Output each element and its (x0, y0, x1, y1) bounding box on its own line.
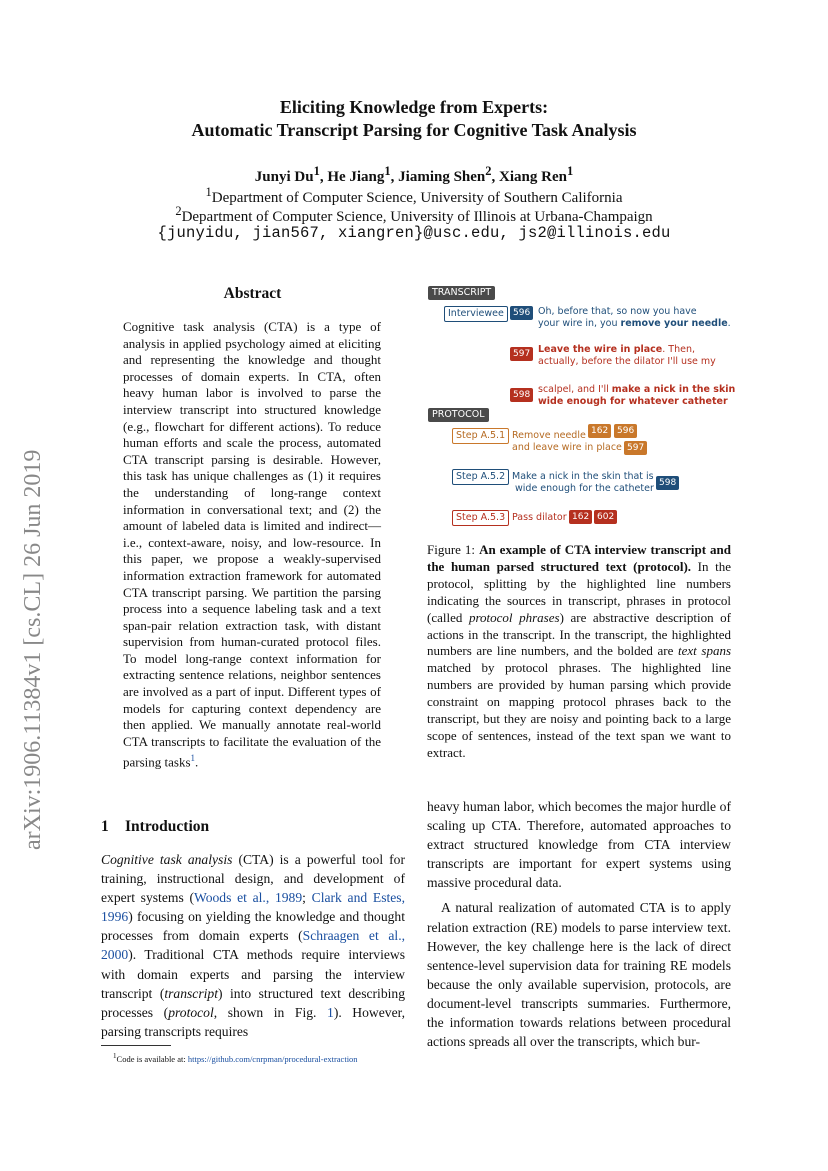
protocol-label: PROTOCOL (428, 408, 489, 422)
paragraph: heavy human labor, which becomes the major hurdle of scaling up CTA. Therefore, automated approaches to extract structured knowledge from CTA interview transcripts are important for expert systems using massive procedural data. (427, 799, 731, 891)
line-number-badge: 598 (656, 476, 679, 490)
footnote: $^1$Code is available at: https://github.com/cnrpman/procedural-extraction (113, 1052, 358, 1064)
paragraph: A natural realization of automated CTA is to apply relation extraction (RE) models to parse interview text. However, the key challenge here is the lack of direct sentence-level supervision data for training RE models because the only available supervision, protocols, are document-level transcripts summaries. Furthermore, the information towards relations between procedural actions spreads all over the transcripts, which bur- (427, 900, 731, 1050)
step-label: Step A.5.3 (452, 510, 509, 526)
citation-link[interactable]: Clark and Estes, 1996 (101, 890, 405, 925)
footnote-ref[interactable]: 1 (190, 753, 196, 764)
line-number-badge: 597 (624, 441, 647, 455)
figure-ref-link[interactable]: 1 (327, 1004, 334, 1020)
figure-caption: Figure 1: An example of CTA interview transcript and the human parsed structured text (protocol). In the protocol, splitting by the highlighted line numbers indicating the sources in transcript, phrases in protocol (called protocol phrases) are abstractive description of actions in the transcript. In the transcript, the highlighted numbers are line numbers, and the bolded are text spans matched by protocol phrases. The highlighted line numbers are provided by human parsing which provide constraint on mapping protocol phrases back to the transcript, but they are noisy and pointing back to a large scope of sentences, instead of the text span we want to extract. (427, 542, 732, 760)
protocol-phrase: Remove needle and leave wire in place (512, 430, 622, 453)
section-heading-introduction: 1 Introduction (101, 818, 210, 835)
author: Xiang Ren$^1$ (499, 164, 574, 185)
line-number-badge: 596 (510, 306, 533, 320)
abstract-text: Cognitive task analysis (CTA) is a type of analysis in applied psychology aimed at eliciting and representing the knowledge and thought processes of domain experts. In CTA, often heavy human labor is involved to parse the interview transcript into structured knowledge (e.g., flowchart for different actions). To reduce human efforts and scale the process, automated CTA transcript parsing is desirable. However, this task has unique challenges as (1) it requires the understanding of long-range context information in conversational text; and (2) the amount of labeled data is limited and indirect—i.e., context-aware, noisy, and low-resource. In this paper, we propose a weakly-supervised information extraction framework for automated CTA transcript parsing. We partition the parsing process into a sequence labeling task and a text span-pair relation extraction task, with distant supervision from human-curated protocol files. To model long-range context information for extracting sentence relations, neighbor sentences are involved as a part of input. Different types of models for capturing context dependency are then applied. We manually annotate real-world CTA transcripts to facilitate the evaluation of the parsing tasks$^1$. (123, 319, 381, 770)
footnote-rule (101, 1045, 171, 1046)
code-url-link[interactable]: https://github.com/cnrpman/procedural-extraction (187, 1053, 358, 1064)
line-number-badge: 162 (569, 510, 592, 524)
citation-link[interactable]: Woods et al., 1989 (193, 890, 303, 906)
affiliation-2: $^2$Department of Computer Science, University of Illinois at Urbana-Champaign (175, 204, 653, 225)
line-number-badge: 596 (614, 424, 637, 438)
author: Jiaming Shen$^2$ (398, 164, 492, 185)
citation-link[interactable]: Schraagen et al., 2000 (101, 928, 405, 963)
arxiv-id: arXiv:1906.11384v1 [cs.CL] 26 Jun 2019 (20, 449, 46, 850)
transcript-label: TRANSCRIPT (428, 286, 495, 300)
paper-title: Eliciting Knowledge from Experts: Automatic Transcript Parsing for Cognitive Task Analysis (191, 97, 637, 140)
protocol-phrase: Make a nick in the skin that is wide enough for the catheter (512, 471, 654, 494)
author-emails: {junyidu, jian567, xiangren}@usc.edu, js2@illinois.edu (157, 224, 671, 242)
protocol-phrase: Pass dilator (512, 512, 567, 523)
paragraph: Cognitive task analysis (CTA) is a powerful tool for training, instructional design, and development of expert systems (Woods et al., 1989; Clark and Estes, 1996) focusing on yielding the knowledge and thought processes from domain experts (Schraagen et al., 2000). Traditional CTA methods require interviews with domain experts and parsing the interview transcript (transcript) into structured text describing processes (protocol, shown in Fig. 1). However, parsing transcripts requires (101, 852, 405, 1039)
line-number-badge: 602 (594, 510, 617, 524)
arxiv-sidebar (14, 370, 46, 850)
line-number-badge: 162 (588, 424, 611, 438)
transcript-line: Oh, before that, so now you have your wire in, you remove your needle. (538, 306, 731, 329)
intro-right-column (427, 797, 731, 1051)
author: Junyi Du$^1$ (254, 164, 320, 185)
line-number-badge: 598 (510, 388, 533, 402)
interviewee-label: Interviewee (444, 306, 508, 322)
transcript-line: scalpel, and I'll make a nick in the skin wide enough for whatever catheter (538, 384, 736, 407)
step-label: Step A.5.1 (452, 428, 509, 444)
affiliation-1: $^1$Department of Computer Science, University of Southern California (205, 185, 623, 206)
line-number-badge: 597 (510, 347, 533, 361)
abstract-heading: Abstract (223, 285, 282, 302)
transcript-line: Leave the wire in place. Then, actually, before the dilator I'll use my (538, 344, 716, 367)
author: He Jiang$^1$ (327, 164, 391, 185)
step-label: Step A.5.2 (452, 469, 509, 485)
intro-left-column (101, 850, 405, 1041)
figure-1 (426, 284, 736, 529)
author-list: Junyi Du$^1$, He Jiang$^1$, Jiaming Shen$^2$, Xiang Ren$^1$ (254, 164, 574, 185)
